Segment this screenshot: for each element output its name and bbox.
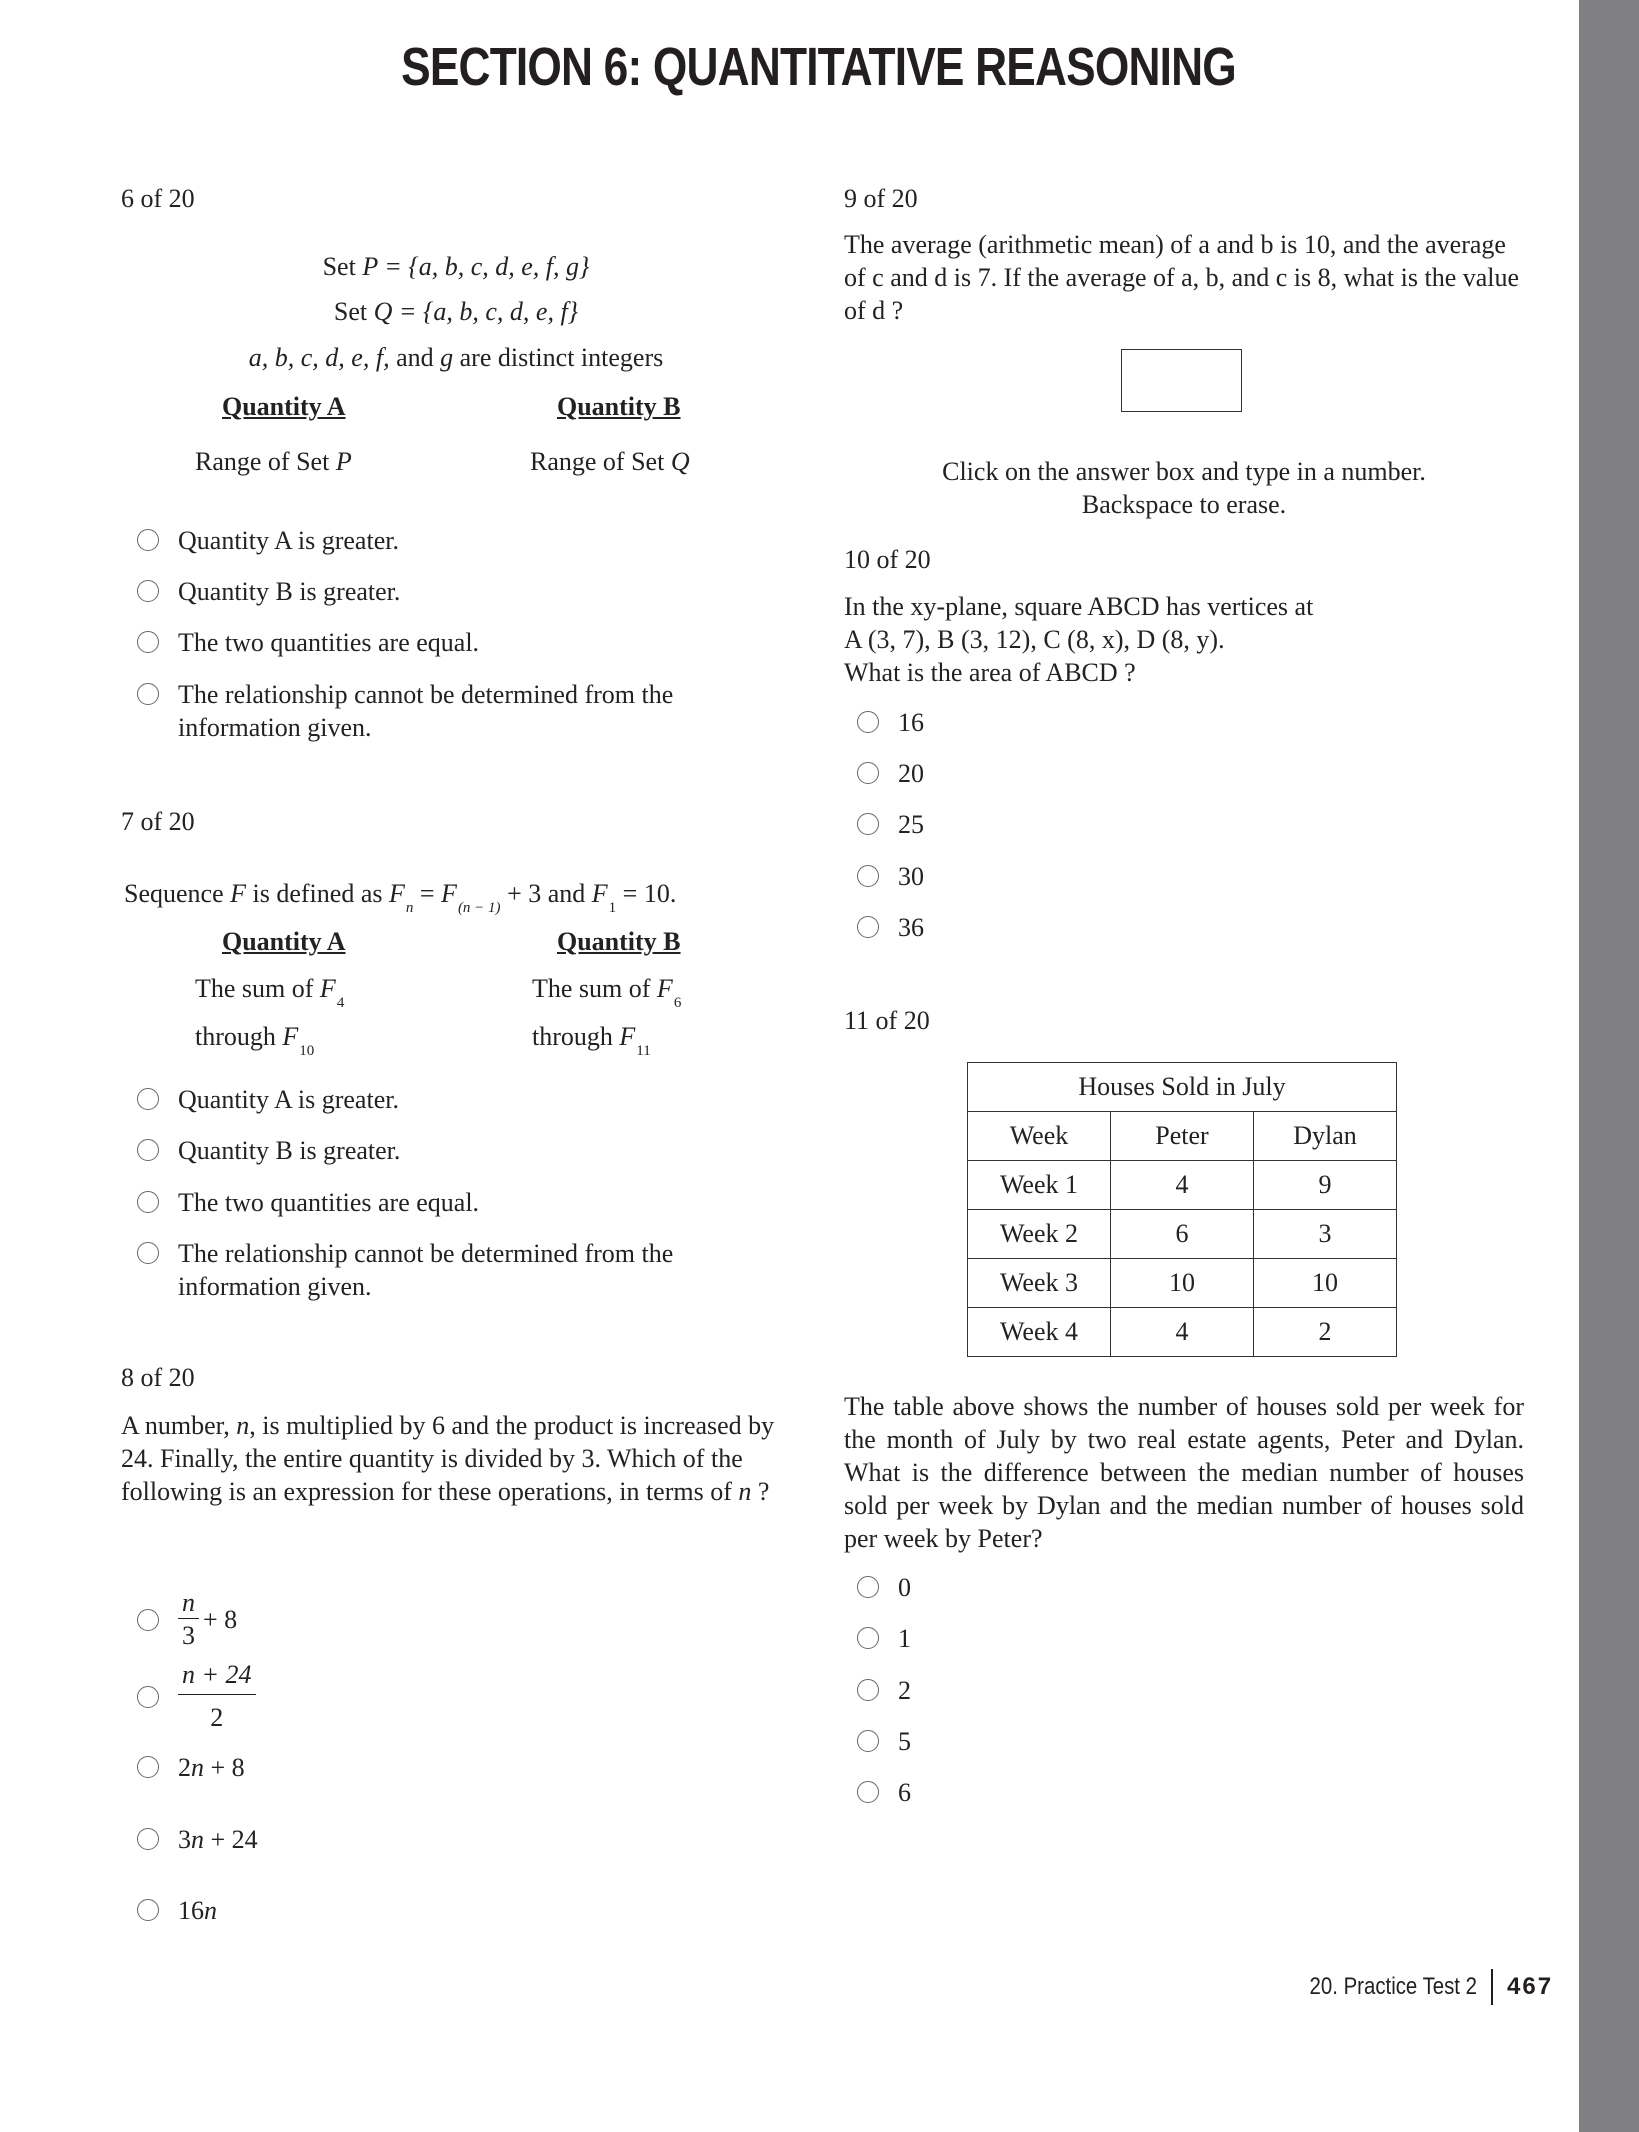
page-title: SECTION 6: QUANTITATIVE REASONING <box>401 37 1236 97</box>
question-11-number: 11 of 20 <box>844 1006 930 1035</box>
q6-option-d[interactable]: The relationship cannot be determined from the information given. <box>137 678 787 744</box>
radio-button[interactable] <box>137 1899 159 1921</box>
q10-option-b[interactable]: 20 <box>857 757 924 790</box>
page-number: 467 <box>1507 1973 1554 2000</box>
question-10-number: 10 of 20 <box>844 545 931 574</box>
question-7-number: 7 of 20 <box>121 807 195 836</box>
q6-set-q: Set Q = {a, b, c, d, e, f} <box>333 297 579 326</box>
column-header: Dylan <box>1254 1112 1397 1161</box>
radio-button[interactable] <box>857 762 879 784</box>
radio-button[interactable] <box>137 1756 159 1778</box>
q10-option-e[interactable]: 36 <box>857 911 924 944</box>
q11-option-a[interactable]: 0 <box>857 1571 911 1604</box>
radio-button[interactable] <box>857 1627 879 1649</box>
radio-button[interactable] <box>857 1576 879 1598</box>
radio-button[interactable] <box>137 1242 159 1264</box>
q11-stem: The table above shows the number of houses sold per week for the month of July by two real estate agents, Peter and Dylan. What is the difference between the median number of houses sold per week by Dylan and the median number of houses sold per week by Peter? <box>844 1392 1524 1553</box>
q7-quantity-a: The sum of $F_4$ through $F_{10}$ <box>195 974 345 1059</box>
table-row: Week 3 10 10 <box>968 1259 1397 1308</box>
q6-quantity-b: Range of Set Q <box>530 447 690 476</box>
radio-button[interactable] <box>857 1730 879 1752</box>
footer-divider <box>1491 1969 1493 2005</box>
table-row: Week 2 6 3 <box>968 1210 1397 1259</box>
radio-button[interactable] <box>137 631 159 653</box>
q8-option-c[interactable]: 2n + 8 <box>137 1751 245 1784</box>
q10-stem: In the xy-plane, square ABCD has vertices at A (3, 7), B (3, 12), C (8, x), D (8, y). What is the area of ABCD ? <box>844 592 1314 687</box>
q6-option-b[interactable]: Quantity B is greater. <box>137 575 400 608</box>
q8-stem: A number, n, is multiplied by 6 and the product is increased by 24. Finally, the entire quantity is divided by 3. Which of the following is an expression for these operations, in terms of n ? <box>121 1411 775 1506</box>
q6-option-c[interactable]: The two quantities are equal. <box>137 626 479 659</box>
radio-button[interactable] <box>137 529 159 551</box>
q8-option-a[interactable]: $\frac{n}{3}$ + 8 <box>137 1590 237 1649</box>
radio-button[interactable] <box>137 580 159 602</box>
radio-button[interactable] <box>137 1139 159 1161</box>
q7-option-c[interactable]: The two quantities are equal. <box>137 1186 479 1219</box>
q8-option-e[interactable]: 16n <box>137 1894 217 1927</box>
chapter-label: 20. Practice Test 2 <box>1309 1973 1477 2000</box>
table-header-row <box>968 1112 1397 1161</box>
radio-button[interactable] <box>137 1088 159 1110</box>
q9-answer-input[interactable] <box>1121 349 1242 412</box>
radio-button[interactable] <box>137 683 159 705</box>
q10-option-c[interactable]: 25 <box>857 808 924 841</box>
q10-option-a[interactable]: 16 <box>857 706 924 739</box>
q9-stem: The average (arithmetic mean) of a and b is 10, and the average of c and d is 7. If the average of a, b, and c is 8, what is the value of d ? <box>844 230 1520 325</box>
q7-stem: Sequence F is defined as $F_n = F_{(n - 1)} + 3$ and $F_1 = 10$. <box>124 879 677 916</box>
radio-button[interactable] <box>857 813 879 835</box>
radio-button[interactable] <box>137 1686 159 1708</box>
radio-button[interactable] <box>857 711 879 733</box>
q9-instructions: Click on the answer box and type in a number. Backspace to erase. <box>942 457 1426 519</box>
column-header: Week <box>968 1112 1111 1161</box>
q7-quantity-b: The sum of $F_6$ through $F_{11}$ <box>532 974 682 1059</box>
radio-button[interactable] <box>137 1609 159 1631</box>
radio-button[interactable] <box>857 1781 879 1803</box>
q6-quantity-a-heading: Quantity A <box>222 392 346 421</box>
page-edge-tab <box>1579 0 1639 2132</box>
table-caption: Houses Sold in July <box>968 1063 1397 1112</box>
q7-option-b[interactable]: Quantity B is greater. <box>137 1134 400 1167</box>
table-row: Week 4 4 2 <box>968 1308 1397 1357</box>
q6-option-a[interactable]: Quantity A is greater. <box>137 524 399 557</box>
q7-quantity-b-heading: Quantity B <box>557 927 681 956</box>
q11-option-b[interactable]: 1 <box>857 1622 911 1655</box>
houses-sold-table <box>967 1062 1397 1357</box>
radio-button[interactable] <box>857 865 879 887</box>
question-9-number: 9 of 20 <box>844 184 918 213</box>
q11-option-e[interactable]: 6 <box>857 1776 911 1809</box>
table-row: Week 1 4 9 <box>968 1161 1397 1210</box>
q7-option-a[interactable]: Quantity A is greater. <box>137 1083 399 1116</box>
radio-button[interactable] <box>857 1679 879 1701</box>
q10-option-d[interactable]: 30 <box>857 860 924 893</box>
q6-quantity-b-heading: Quantity B <box>557 392 681 421</box>
q6-distinct-integers: a, b, c, d, e, f, and g are distinct integers <box>248 343 664 372</box>
radio-button[interactable] <box>137 1828 159 1850</box>
q8-option-b[interactable]: $\frac{n + 24}{2}$ <box>137 1662 256 1731</box>
column-header: Peter <box>1111 1112 1254 1161</box>
page-footer <box>1280 1969 1553 2005</box>
q6-set-p: Set P = {a, b, c, d, e, f, g} <box>322 252 590 281</box>
q11-option-d[interactable]: 5 <box>857 1725 911 1758</box>
q11-option-c[interactable]: 2 <box>857 1674 911 1707</box>
radio-button[interactable] <box>857 916 879 938</box>
q7-option-d[interactable]: The relationship cannot be determined from the information given. <box>137 1237 787 1303</box>
q7-quantity-a-heading: Quantity A <box>222 927 346 956</box>
question-8-number: 8 of 20 <box>121 1363 195 1392</box>
q8-option-d[interactable]: 3n + 24 <box>137 1823 258 1856</box>
radio-button[interactable] <box>137 1191 159 1213</box>
question-6-number: 6 of 20 <box>121 184 195 213</box>
q6-quantity-a: Range of Set P <box>195 447 352 476</box>
